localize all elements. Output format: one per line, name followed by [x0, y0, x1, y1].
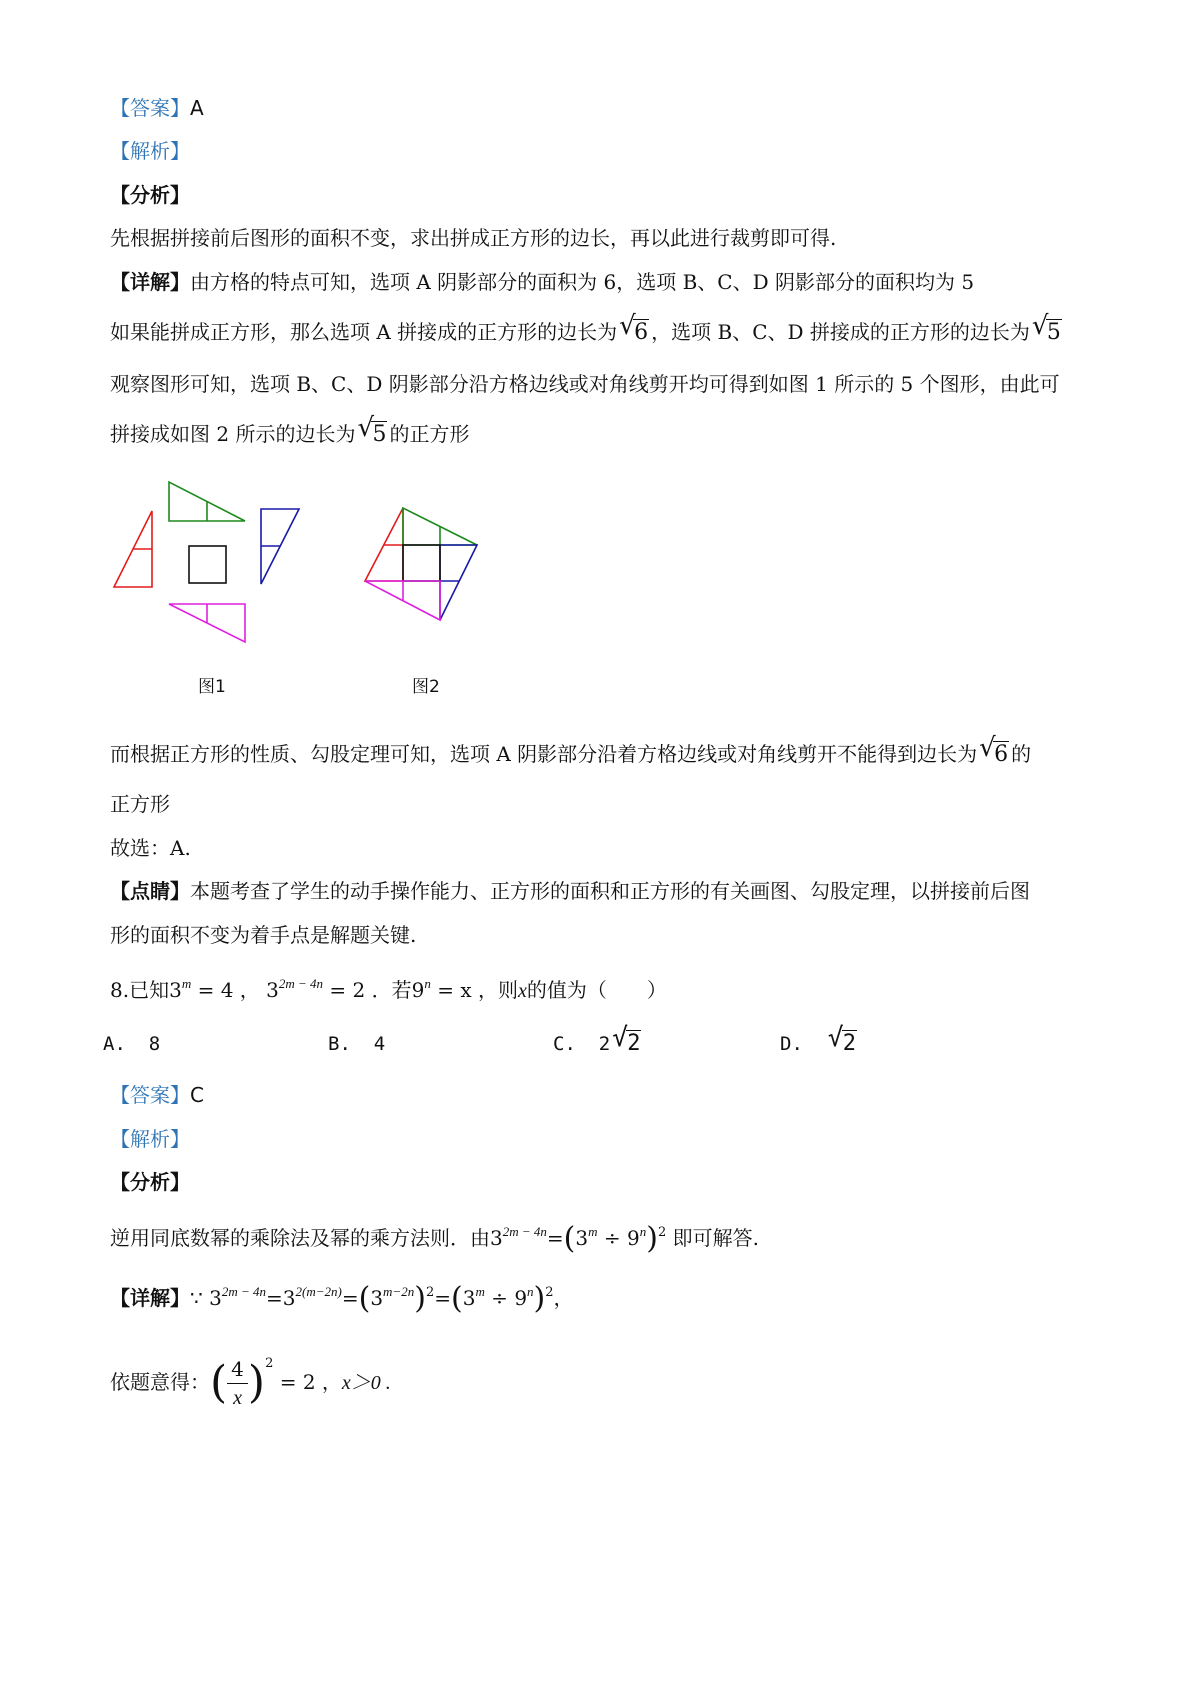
q8-f-exp2: 2 — [657, 1225, 667, 1240]
detail-line-6 — [110, 790, 170, 818]
q8-exp-m: m — [181, 976, 192, 991]
detail-text-3: 观察图形可知，选项 B、C、D 阴影部分沿方格边线或对角线剪开均可得到如图 1 所示的 5 个图形，由此可 — [110, 372, 1060, 396]
q8-answer-tag: 【答案】 — [110, 1083, 190, 1107]
sqrt-5-b: √ 5 — [357, 413, 387, 447]
detail-line-4 — [110, 413, 470, 449]
q8-frac-num: 4 — [227, 1355, 248, 1384]
q8-fenxi-b: 即可解答. — [672, 1226, 759, 1250]
q8-fenxi-a: 逆用同底数幂的乘除法及幂的乘方法则．由 — [110, 1226, 490, 1250]
comment-text-1: 本题考查了学生的动手操作能力、正方形的面积和正方形的有关画图、勾股定理，以拼接前后图 — [190, 879, 1030, 903]
sqrt-6-b: √ 6 — [979, 733, 1009, 767]
option-d[interactable] — [780, 1023, 859, 1058]
option-a[interactable] — [103, 1030, 160, 1058]
detail-tag: 【详解】 — [110, 270, 190, 294]
q8-fenxi-tag: 【分析】 — [110, 1170, 190, 1194]
q8-f-base9: 9 — [627, 1226, 640, 1250]
comment-line-2 — [110, 921, 416, 949]
answer-line — [110, 94, 204, 122]
option-c[interactable] — [553, 1023, 643, 1058]
q8-yiti: 依题意得： — [110, 1370, 210, 1394]
q8-d-e6: n — [527, 1284, 534, 1299]
q8-stem-start: 8.已知 — [110, 978, 170, 1002]
q8-base9: 9 — [411, 978, 425, 1002]
sqrt-6: √ 6 — [619, 311, 649, 345]
q8-fenxi-line — [110, 1168, 190, 1196]
q8-since: ∵ — [190, 1286, 203, 1310]
blue-triangle — [261, 509, 299, 584]
q8-yiti-line: 依题意得：( $\frac{4}{x}$ )$^2$ = 2 ，x＞0 . — [110, 1350, 391, 1412]
detail-line-5 — [110, 733, 1032, 769]
sqrt-5-arg: 5 — [1046, 320, 1061, 345]
comment-text-2: 形的面积不变为着手点是解题关键. — [110, 923, 417, 947]
option-d-label: D. — [780, 1033, 803, 1055]
option-c-sqrt-arg: 2 — [627, 1031, 641, 1056]
q8-f-base3: 3 — [490, 1226, 503, 1250]
option-d-sqrt: √ 2 — [827, 1023, 857, 1056]
q8-d-end: ， — [553, 1286, 574, 1310]
q8-frac-den: x — [233, 1387, 242, 1409]
analysis-tag: 【解析】 — [110, 139, 190, 163]
q8-analysis-line — [110, 1125, 190, 1153]
option-c-value: 2 — [598, 1033, 611, 1055]
detail-text-1: 由方格的特点可知，选项 A 阴影部分的面积为 6，选项 B、C、D 阴影部分的面积均为 5 — [190, 270, 975, 294]
option-b-value: 4 — [373, 1033, 386, 1055]
sqrt-5: √ 5 — [1031, 311, 1061, 345]
magenta-triangle — [169, 604, 245, 642]
q8-f-exp: 2m − 4n — [502, 1224, 547, 1239]
comment-tag: 【点睛】 — [110, 879, 190, 903]
answer-value: A — [190, 96, 204, 120]
q8-f-base3b: 3 — [575, 1226, 589, 1250]
figure-2 — [355, 500, 535, 640]
detail-text-2b: ，选项 B、C、D 拼接成的正方形的边长为 — [651, 320, 1030, 344]
answer-tag: 【答案】 — [110, 96, 190, 120]
q8-yiti-end: = 2 ， — [273, 1370, 342, 1394]
q8-answer-value: C — [190, 1083, 204, 1107]
detail-text-4a: 拼接成如图 2 所示的边长为 — [110, 422, 356, 446]
q8-exp-n: n — [424, 976, 431, 991]
q8-stem — [110, 970, 667, 1005]
q8-eq4: = 4 ， — [191, 978, 260, 1002]
fenxi-tag: 【分析】 — [110, 183, 190, 207]
analysis-line — [110, 137, 190, 165]
option-a-label: A. — [103, 1033, 126, 1055]
option-b[interactable] — [328, 1030, 385, 1058]
q8-var-x: x — [517, 980, 527, 1002]
red-triangle — [114, 511, 152, 587]
comment-line-1 — [110, 877, 1030, 905]
q8-fenxi-text: 逆用同底数幂的乘除法及幂的乘方法则．由$3^{2m - 4n}=(3^m \div 9^n)^2$ 即可解答. — [110, 1221, 759, 1256]
detail-text-2a: 如果能拼成正方形，那么选项 A 拼接成的正方形的边长为 — [110, 320, 618, 344]
q8-exp-2m4n: 2m − 4n — [278, 976, 324, 991]
q8-d-e2: 2(m−2n) — [295, 1284, 342, 1299]
option-c-label: C. — [553, 1033, 576, 1055]
q8-answer-line — [110, 1081, 204, 1109]
sqrt-6-b-arg: 6 — [994, 742, 1009, 767]
q8-d-b5: 9 — [514, 1286, 528, 1310]
q8-f-expn: n — [639, 1224, 647, 1239]
q8-d-b2: 3 — [282, 1286, 296, 1310]
q8-d-b1: 3 — [209, 1286, 222, 1310]
fenxi-text-content: 先根据拼接前后图形的面积不变，求出拼成正方形的边长，再以此进行裁剪即可得. — [110, 226, 837, 250]
detail-line-3 — [110, 370, 1060, 398]
detail-text-5b: 的 — [1011, 742, 1032, 766]
q8-stem-end: 的值为（ ） — [526, 978, 667, 1002]
q8-eqx: = x ，则 — [430, 978, 518, 1002]
q8-d-e7: 2 — [545, 1285, 554, 1300]
black-square — [189, 546, 226, 583]
green-triangle — [169, 482, 245, 521]
detail-text-5a: 而根据正方形的性质、勾股定理可知，选项 A 阴影部分沿着方格边线或对角线剪开不能得到边长为 — [110, 742, 978, 766]
q8-analysis-tag: 【解析】 — [110, 1127, 190, 1151]
q8-fraction — [227, 1355, 248, 1412]
detail-text-6: 正方形 — [110, 792, 170, 816]
q8-base3: 3 — [169, 978, 182, 1002]
q8-d-e3: m−2n — [383, 1284, 415, 1299]
detail-line-1 — [110, 268, 974, 296]
q8-d-e5: m — [475, 1284, 485, 1299]
fenxi-text — [110, 224, 836, 252]
q8-d-e4: 2 — [425, 1285, 435, 1300]
q8-d-b4: 3 — [462, 1286, 476, 1310]
sqrt-6-arg: 6 — [634, 320, 649, 345]
option-a-value: 8 — [148, 1033, 161, 1055]
q8-detail-tag: 【详解】 — [110, 1286, 190, 1310]
detail-line-2 — [110, 311, 1064, 347]
fig2-label: 图2 — [412, 677, 440, 697]
option-d-sqrt-arg: 2 — [842, 1031, 857, 1056]
q8-detail-line: 【详解】∵ $3^{2m - 4n}=3^{2(m-2n)}=(3^{m-2n})^2=(3^m \div 9^n)^2$， — [110, 1281, 574, 1316]
detail-text-4b: 的正方形 — [389, 422, 470, 446]
choose-text: 故选：A. — [110, 836, 191, 860]
option-c-sqrt: √ 2 — [612, 1023, 641, 1056]
fig1-label: 图1 — [198, 677, 226, 697]
option-b-label: B. — [328, 1033, 351, 1055]
q8-f-expm: m — [588, 1224, 598, 1239]
q8-d-b3: 3 — [370, 1286, 384, 1310]
q8-y-exp2: 2 — [265, 1356, 274, 1371]
q8-d-e1: 2m − 4n — [221, 1284, 266, 1299]
q8-xgt0: x＞0 . — [341, 1372, 391, 1394]
q8-base3-b: 3 — [266, 978, 279, 1002]
q8-eq2: = 2 ．若 — [323, 978, 412, 1002]
choose-line — [110, 834, 191, 862]
fenxi-line — [110, 181, 190, 209]
sqrt-5-b-arg: 5 — [372, 422, 387, 447]
